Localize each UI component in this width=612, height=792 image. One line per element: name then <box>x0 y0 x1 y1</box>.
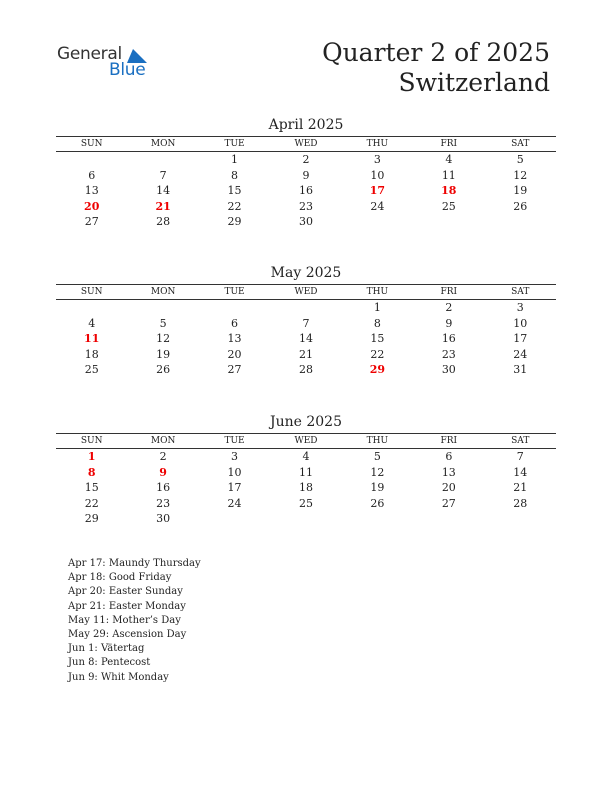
day-cell: 11 <box>84 332 100 346</box>
day-cell: 31 <box>513 363 528 377</box>
day-cell: 27 <box>441 496 456 510</box>
day-cell: 18 <box>298 481 313 495</box>
empty-cell <box>342 511 413 527</box>
day-cell: 2 <box>302 153 310 166</box>
week-row <box>56 300 556 316</box>
weekday-label: SAT <box>511 139 530 149</box>
day-cell: 7 <box>516 450 524 463</box>
holiday-list <box>68 557 201 685</box>
holiday-item: Apr 17: Maundy Thursday <box>68 558 201 569</box>
week-row <box>56 199 556 215</box>
weekday-label: TUE <box>224 436 245 446</box>
title-country: Switzerland <box>398 68 550 97</box>
day-cell: 5 <box>373 450 381 463</box>
day-cell: 10 <box>227 465 242 479</box>
day-cell: 27 <box>84 215 99 229</box>
empty-cell <box>56 300 127 316</box>
day-cell: 30 <box>298 215 313 229</box>
day-cell: 18 <box>441 184 457 198</box>
month-title: June 2025 <box>269 414 342 430</box>
week-row <box>56 316 556 332</box>
day-cell: 24 <box>370 199 385 213</box>
day-cell: 4 <box>302 450 310 463</box>
empty-cell <box>270 511 341 527</box>
day-cell: 17 <box>513 332 528 346</box>
day-cell: 28 <box>156 215 171 229</box>
weekday-header <box>56 136 556 152</box>
weekday-label: SAT <box>511 287 530 297</box>
day-cell: 5 <box>516 153 524 166</box>
day-cell: 1 <box>373 301 381 314</box>
day-cell: 6 <box>231 316 239 330</box>
day-cell: 1 <box>87 450 96 463</box>
empty-cell <box>485 511 556 527</box>
weekday-label: MON <box>150 436 176 446</box>
weekday-header <box>56 284 556 300</box>
day-cell: 28 <box>298 363 313 377</box>
day-cell: 25 <box>298 496 313 510</box>
day-cell: 19 <box>370 481 385 495</box>
day-cell: 8 <box>373 316 381 330</box>
day-cell: 2 <box>159 450 167 463</box>
day-cell: 25 <box>441 199 456 213</box>
day-cell: 15 <box>227 184 242 198</box>
day-cell: 9 <box>302 168 310 182</box>
day-cell: 22 <box>370 347 385 361</box>
day-cell: 26 <box>513 199 528 213</box>
day-cell: 18 <box>84 347 99 361</box>
day-cell: 20 <box>84 199 100 213</box>
day-cell: 20 <box>227 347 242 361</box>
empty-cell <box>342 214 413 230</box>
day-cell: 19 <box>156 347 171 361</box>
day-cell: 25 <box>84 363 99 377</box>
day-cell: 22 <box>84 496 99 510</box>
day-cell: 11 <box>441 168 456 182</box>
empty-cell <box>485 214 556 230</box>
day-cell: 14 <box>513 465 528 479</box>
day-cell: 13 <box>227 332 242 346</box>
empty-cell <box>413 511 484 527</box>
week-row <box>56 480 556 496</box>
day-cell: 16 <box>298 184 313 198</box>
week-row <box>56 152 556 168</box>
day-cell: 17 <box>227 481 242 495</box>
day-cell: 15 <box>370 332 385 346</box>
day-cell: 3 <box>516 301 524 314</box>
month-april <box>56 116 556 230</box>
empty-cell <box>56 152 127 168</box>
weekday-label: SUN <box>80 436 103 446</box>
empty-cell <box>199 511 270 527</box>
day-cell: 29 <box>84 512 99 526</box>
weekday-label: SUN <box>80 139 103 149</box>
holiday-item: Jun 1: Vätertag <box>68 643 145 655</box>
day-cell: 13 <box>441 465 456 479</box>
day-cell: 23 <box>298 199 313 213</box>
day-cell: 9 <box>445 316 453 330</box>
day-cell: 21 <box>513 481 528 495</box>
day-cell: 8 <box>231 168 239 182</box>
day-cell: 1 <box>231 153 239 166</box>
holiday-item: Apr 20: Easter Sunday <box>68 586 183 598</box>
day-cell: 12 <box>156 332 171 346</box>
day-cell: 16 <box>441 332 456 346</box>
week-row <box>56 331 556 347</box>
day-cell: 12 <box>370 465 385 479</box>
weekday-header <box>56 433 556 449</box>
day-cell: 2 <box>445 301 453 314</box>
weekday-label: THU <box>366 436 389 446</box>
week-row <box>56 168 556 184</box>
month-june <box>56 413 556 527</box>
day-cell: 11 <box>298 465 313 479</box>
day-cell: 28 <box>513 496 528 510</box>
weekday-label: SAT <box>511 436 530 446</box>
page-title <box>322 38 550 98</box>
day-cell: 15 <box>84 481 99 495</box>
day-cell: 24 <box>227 496 242 510</box>
day-cell: 10 <box>513 316 528 330</box>
holiday-item: Jun 8: Pentecost <box>68 657 151 669</box>
day-cell: 30 <box>441 363 456 377</box>
day-cell: 21 <box>298 347 313 361</box>
day-cell: 20 <box>441 481 456 495</box>
day-cell: 21 <box>155 199 171 213</box>
day-cell: 7 <box>159 168 167 182</box>
weekday-label: SUN <box>80 287 103 297</box>
day-cell: 27 <box>227 363 242 377</box>
day-cell: 17 <box>369 184 386 198</box>
day-cell: 8 <box>87 465 96 479</box>
weekday-label: TUE <box>224 287 245 297</box>
day-cell: 5 <box>159 316 167 330</box>
week-row <box>56 496 556 512</box>
empty-cell <box>127 152 198 168</box>
weekday-label: FRI <box>440 436 458 446</box>
day-cell: 9 <box>159 465 167 479</box>
day-cell: 30 <box>156 512 171 526</box>
day-cell: 26 <box>156 363 171 377</box>
weekday-label: WED <box>294 436 318 446</box>
day-cell: 4 <box>88 316 96 330</box>
empty-cell <box>413 214 484 230</box>
holiday-item: Apr 21: Easter Monday <box>68 600 186 612</box>
week-row <box>56 183 556 199</box>
day-cell: 22 <box>227 199 242 213</box>
day-cell: 16 <box>156 481 171 495</box>
week-row <box>56 465 556 481</box>
day-cell: 3 <box>231 450 239 463</box>
day-cell: 29 <box>227 215 242 229</box>
day-cell: 4 <box>445 153 453 166</box>
weekday-label: WED <box>294 139 318 149</box>
day-cell: 23 <box>441 347 456 361</box>
logo <box>57 44 157 84</box>
month-title: May 2025 <box>270 265 342 281</box>
holiday-item: May 11: Mother’s Day <box>68 614 181 626</box>
week-row <box>56 214 556 230</box>
empty-cell <box>270 300 341 316</box>
day-cell: 6 <box>445 450 453 463</box>
logo-text-blue: Blue <box>109 60 146 80</box>
weekday-label: FRI <box>440 139 458 149</box>
weekday-label: MON <box>150 139 176 149</box>
day-cell: 7 <box>302 316 310 330</box>
week-row <box>56 347 556 363</box>
day-cell: 19 <box>513 184 528 198</box>
weekday-label: TUE <box>224 139 245 149</box>
empty-cell <box>199 300 270 316</box>
weekday-label: THU <box>366 287 389 297</box>
day-cell: 6 <box>88 168 96 182</box>
day-cell: 12 <box>513 168 528 182</box>
weekday-label: THU <box>366 139 389 149</box>
weekday-label: FRI <box>440 287 458 297</box>
day-cell: 13 <box>84 184 99 198</box>
weekday-label: MON <box>150 287 176 297</box>
day-cell: 26 <box>370 496 385 510</box>
weekday-label: WED <box>294 287 318 297</box>
logo-text-general: General <box>57 44 122 64</box>
day-cell: 14 <box>156 184 171 198</box>
day-cell: 24 <box>513 347 528 361</box>
holiday-item: Jun 9: Whit Monday <box>68 671 169 683</box>
day-cell: 23 <box>156 496 171 510</box>
week-row <box>56 449 556 465</box>
week-row <box>56 362 556 378</box>
title-quarter: Quarter 2 of 2025 <box>322 38 550 67</box>
day-cell: 3 <box>373 153 381 166</box>
empty-cell <box>127 300 198 316</box>
day-cell: 14 <box>298 332 313 346</box>
day-cell: 10 <box>370 168 385 182</box>
day-cell: 29 <box>369 363 386 377</box>
month-may <box>56 264 556 378</box>
week-row <box>56 511 556 527</box>
month-title: April 2025 <box>268 117 344 133</box>
holiday-item: Apr 18: Good Friday <box>68 572 172 584</box>
holiday-item: May 29: Ascension Day <box>68 629 187 641</box>
